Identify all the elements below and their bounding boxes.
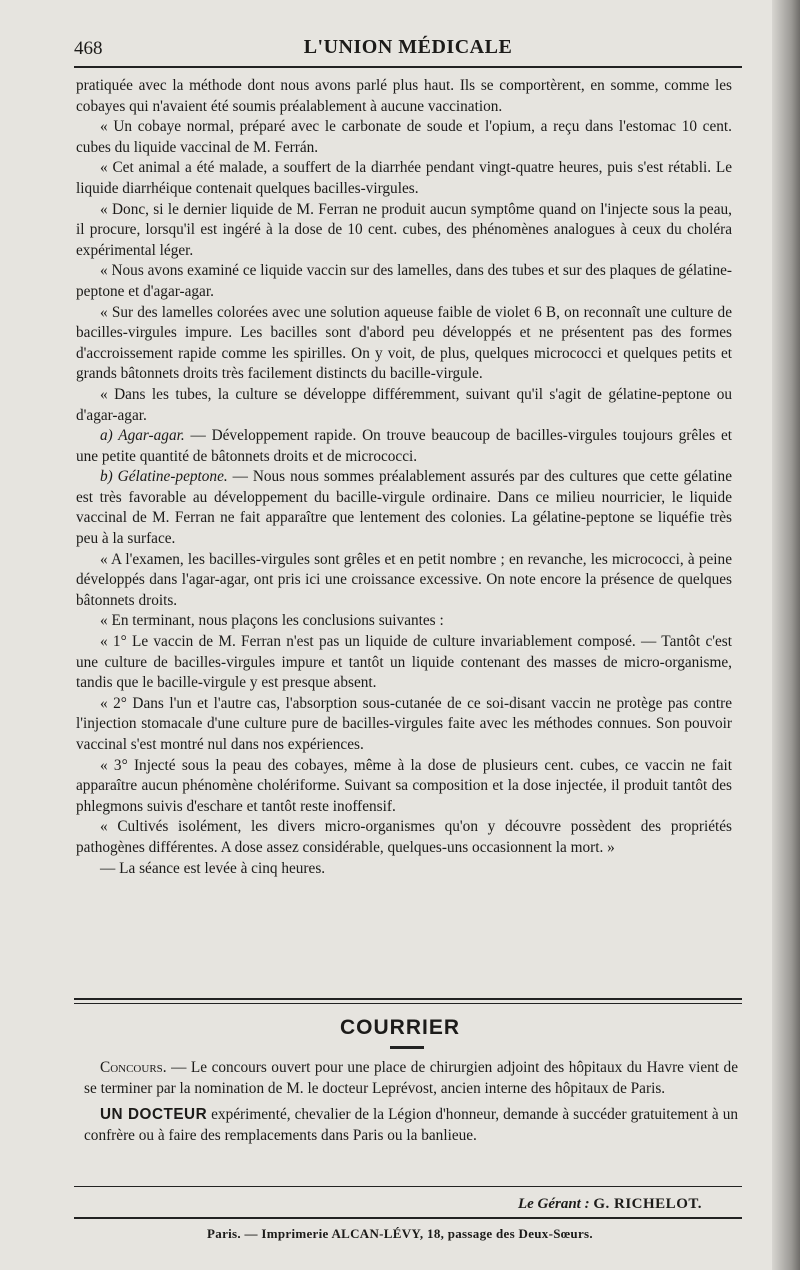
article-body <box>76 76 732 879</box>
paragraph: « 1° Le vaccin de M. Ferran n'est pas un liquide de culture invariablement composé. — Tantôt c'est une culture de bacilles-virgules impure et tantôt un liquide contenant des masses de micro-organisme, tandis que le bacille-virgule y est presque absent. <box>76 633 732 692</box>
paragraph: « Cultivés isolément, les divers micro-organismes qu'on y découvre possèdent des propriétés pathogènes différentes. A dose assez considérable, quelques-uns occasionnent la mort. » <box>76 818 732 856</box>
paragraph: « Sur des lamelles colorées avec une solution aqueuse faible de violet 6 B, on reconnaît une culture de bacilles-virgules impure. Les bacilles sont d'abord peu développés et ne présentent pas des formes d'accroissement rapide comme les spirilles. On y voit, de plus, quelques micrococci et quelques petits et grands bâtonnets droits très facilement distincts du bacille-virgule. <box>76 303 732 383</box>
item-b-label: b) Gélatine-peptone. <box>100 468 228 486</box>
page-number: 468 <box>74 38 103 59</box>
paragraph: « A l'examen, les bacilles-virgules sont grêles et en petit nombre ; en revanche, les micrococci, à peine développés dans l'agar-agar, ont pris ici une croissance excessive. On note encore la présence de quelques bâtonnets droits. <box>76 550 732 609</box>
header-rule <box>74 66 742 68</box>
paragraph: « Donc, si le dernier liquide de M. Ferran ne produit aucun symptôme quand on l'injecte sous la peau, il procure, lorsqu'il est ingéré à la dose de 10 cent. cubes, des phénomènes analogues à ceux du choléra expérimental léger. <box>76 200 732 259</box>
paragraph: « Nous avons examiné ce liquide vaccin sur des lamelles, dans des tubes et sur des plaques de gélatine-peptone et d'agar-agar. <box>76 262 732 300</box>
paragraph: « Un cobaye normal, préparé avec le carbonate de soude et l'opium, a reçu dans l'estomac 10 cent. cubes du liquide vaccinal de M. Ferrán. <box>76 118 732 156</box>
ad-lead: UN DOCTEUR <box>100 1106 208 1124</box>
footer-rule-bottom <box>74 1217 742 1219</box>
title-ornament <box>390 1046 424 1049</box>
section-rule-top <box>74 998 742 1000</box>
gerant-label: Le Gérant : <box>517 1196 590 1212</box>
list-item-b <box>76 467 732 549</box>
gerant-signature <box>518 1196 702 1213</box>
item-a-text: — Développement rapide. On trouve beaucoup de bacilles-virgules toujours grêles et une petite quantité de bâtonnets droits et de micrococci. <box>76 427 732 465</box>
doctor-ad <box>84 1105 738 1146</box>
concours-notice <box>84 1058 738 1099</box>
paragraph: « En terminant, nous plaçons les conclusions suivantes : <box>100 612 444 630</box>
page-header <box>74 36 742 62</box>
paragraph: « 2° Dans l'un et l'autre cas, l'absorption sous-cutanée de ce soi-disant vaccin ne protège pas contre l'injection stomacale d'une culture pure de bacilles-virgules faite avec les méthodes connues. Son pouvoir vaccinal s'est montré nul dans nos expériences. <box>76 694 732 753</box>
list-item-a <box>76 426 732 467</box>
gerant-name: G. RICHELOT. <box>593 1196 702 1212</box>
printer-imprint: Paris. — Imprimerie ALCAN-LÉVY, 18, passage des Deux-Sœurs. <box>207 1226 593 1241</box>
item-a-label: a) Agar-agar. <box>100 427 185 445</box>
paragraph: — La séance est levée à cinq heures. <box>100 859 326 877</box>
running-title: L'UNION MÉDICALE <box>303 36 513 58</box>
item-b-text: — Nous nous sommes préalablement assurés par des cultures que cette gélatine est très favorable au développement du bacille-virgule ordinaire. Dans ce milieu nourricier, le liquide vaccinal de M. Ferran ne fait apparaître que lentement des colonies. La gélatine-peptone se liquéfie très peu à la surface. <box>76 468 732 548</box>
paragraph: « Cet animal a été malade, a souffert de la diarrhée pendant vingt-quatre heures, puis s'est rétabli. Le liquide diarrhéique contenait quelques bacilles-virgules. <box>76 159 732 197</box>
paragraph: « Dans les tubes, la culture se développe différemment, suivant qu'il s'agit de gélatine-peptone ou d'agar-agar. <box>76 385 732 424</box>
concours-label: Concours. <box>100 1059 167 1076</box>
courrier-section <box>84 1058 738 1152</box>
paragraph: « 3° Injecté sous la peau des cobayes, même à la dose de plusieurs cent. cubes, ce vaccin ne fait apparaître aucun phénomène cholériforme. Suivant sa composition et la dose injectée, il produit tantôt des phlegmons suivis d'eschare et tantôt reste inoffensif. <box>76 756 732 815</box>
paragraph: pratiquée avec la méthode dont nous avons parlé plus haut. Ils se comportèrent, en somme, comme les cobayes qui n'avaient été soumis préalablement à aucune vaccination. <box>76 77 732 115</box>
courrier-title: COURRIER <box>339 1016 460 1039</box>
footer-rule-top <box>74 1186 742 1187</box>
concours-text: — Le concours ouvert pour une place de chirurgien adjoint des hôpitaux du Havre vient de se terminer par la nomination de M. le docteur Leprévost, ancien interne des hôpitaux de Paris. <box>84 1059 738 1097</box>
page-binding-edge <box>772 0 800 1270</box>
ad-text: expérimenté, chevalier de la Légion d'honneur, demande à succéder gratuitement à un confrère ou à faire des remplacements dans Paris ou la banlieue. <box>84 1106 738 1144</box>
section-rule-bottom <box>74 1003 742 1004</box>
